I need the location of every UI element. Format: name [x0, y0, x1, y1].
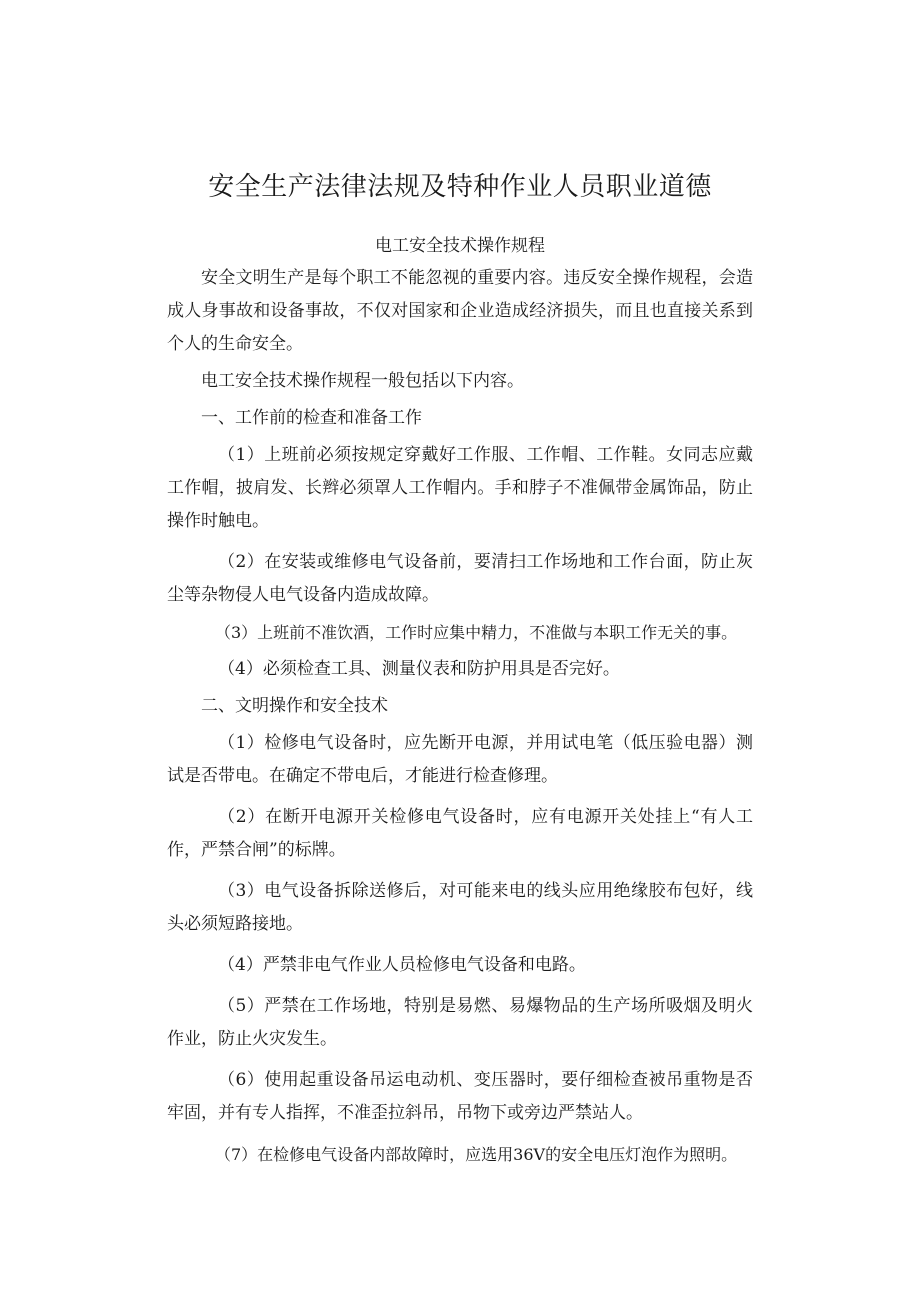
list-item: （2）在安装或维修电气设备前，要清扫工作场地和工作台面，防止灰尘等杂物侵人电气设备内造成故障。 [167, 552, 753, 605]
list-item: （1）上班前必须按规定穿戴好工作服、工作帽、工作鞋。女同志应戴工作帽，披肩发、长辫必须罩人工作帽内。手和脖子不准佩带金属饰品，防止操作时触电。 [167, 445, 753, 531]
list-item: （4）严禁非电气作业人员检修电气设备和电路。 [218, 955, 586, 975]
list-item: （2）在断开电源开关检修电气设备时，应有电源开关处挂上“有人工作，严禁合闸”的标牌。 [167, 807, 753, 860]
list-item: （1）检修电气设备时，应先断开电源，并用试电笔（低压验电器）测试是否带电。在确定不带电后，才能进行检查修理。 [167, 733, 753, 786]
list-item: （3）电气设备拆除送修后，对可能来电的线头应用绝缘胶布包好，线头必须短路接地。 [167, 881, 753, 934]
list-item: （7）在检修电气设备内部故障时，应选用36V的安全电压灯泡作为照明。 [215, 1145, 738, 1164]
document-body [167, 262, 753, 1171]
general-paragraph: 电工安全技术操作规程一般包括以下内容。 [201, 371, 524, 391]
document-title: 安全生产法律法规及特种作业人员职业道德 [208, 172, 712, 202]
section-heading-2: 二、文明操作和安全技术 [201, 696, 388, 716]
document-subtitle: 电工安全技术操作规程 [375, 236, 545, 256]
list-item: （3）上班前不准饮酒，工作时应集中精力，不准做与本职工作无关的事。 [215, 623, 738, 642]
list-item: （6）使用起重设备吊运电动机、变压器时，要仔细检查被吊重物是否牢固，并有专人指挥，不准歪拉斜吊，吊物下或旁边严禁站人。 [167, 1070, 753, 1123]
list-item: （5）严禁在工作场地，特别是易燃、易爆物品的生产场所吸烟及明火作业，防止火灾发生。 [167, 996, 753, 1049]
section-heading-1: 一、工作前的检查和准备工作 [201, 408, 422, 428]
list-item: （4）必须检查工具、测量仪表和防护用具是否完好。 [218, 659, 620, 679]
intro-paragraph: 安全文明生产是每个职工不能忽视的重要内容。违反安全操作规程，会造成人身事故和设备事故，不仅对国家和企业造成经济损失，而且也直接关系到个人的生命安全。 [167, 268, 753, 354]
